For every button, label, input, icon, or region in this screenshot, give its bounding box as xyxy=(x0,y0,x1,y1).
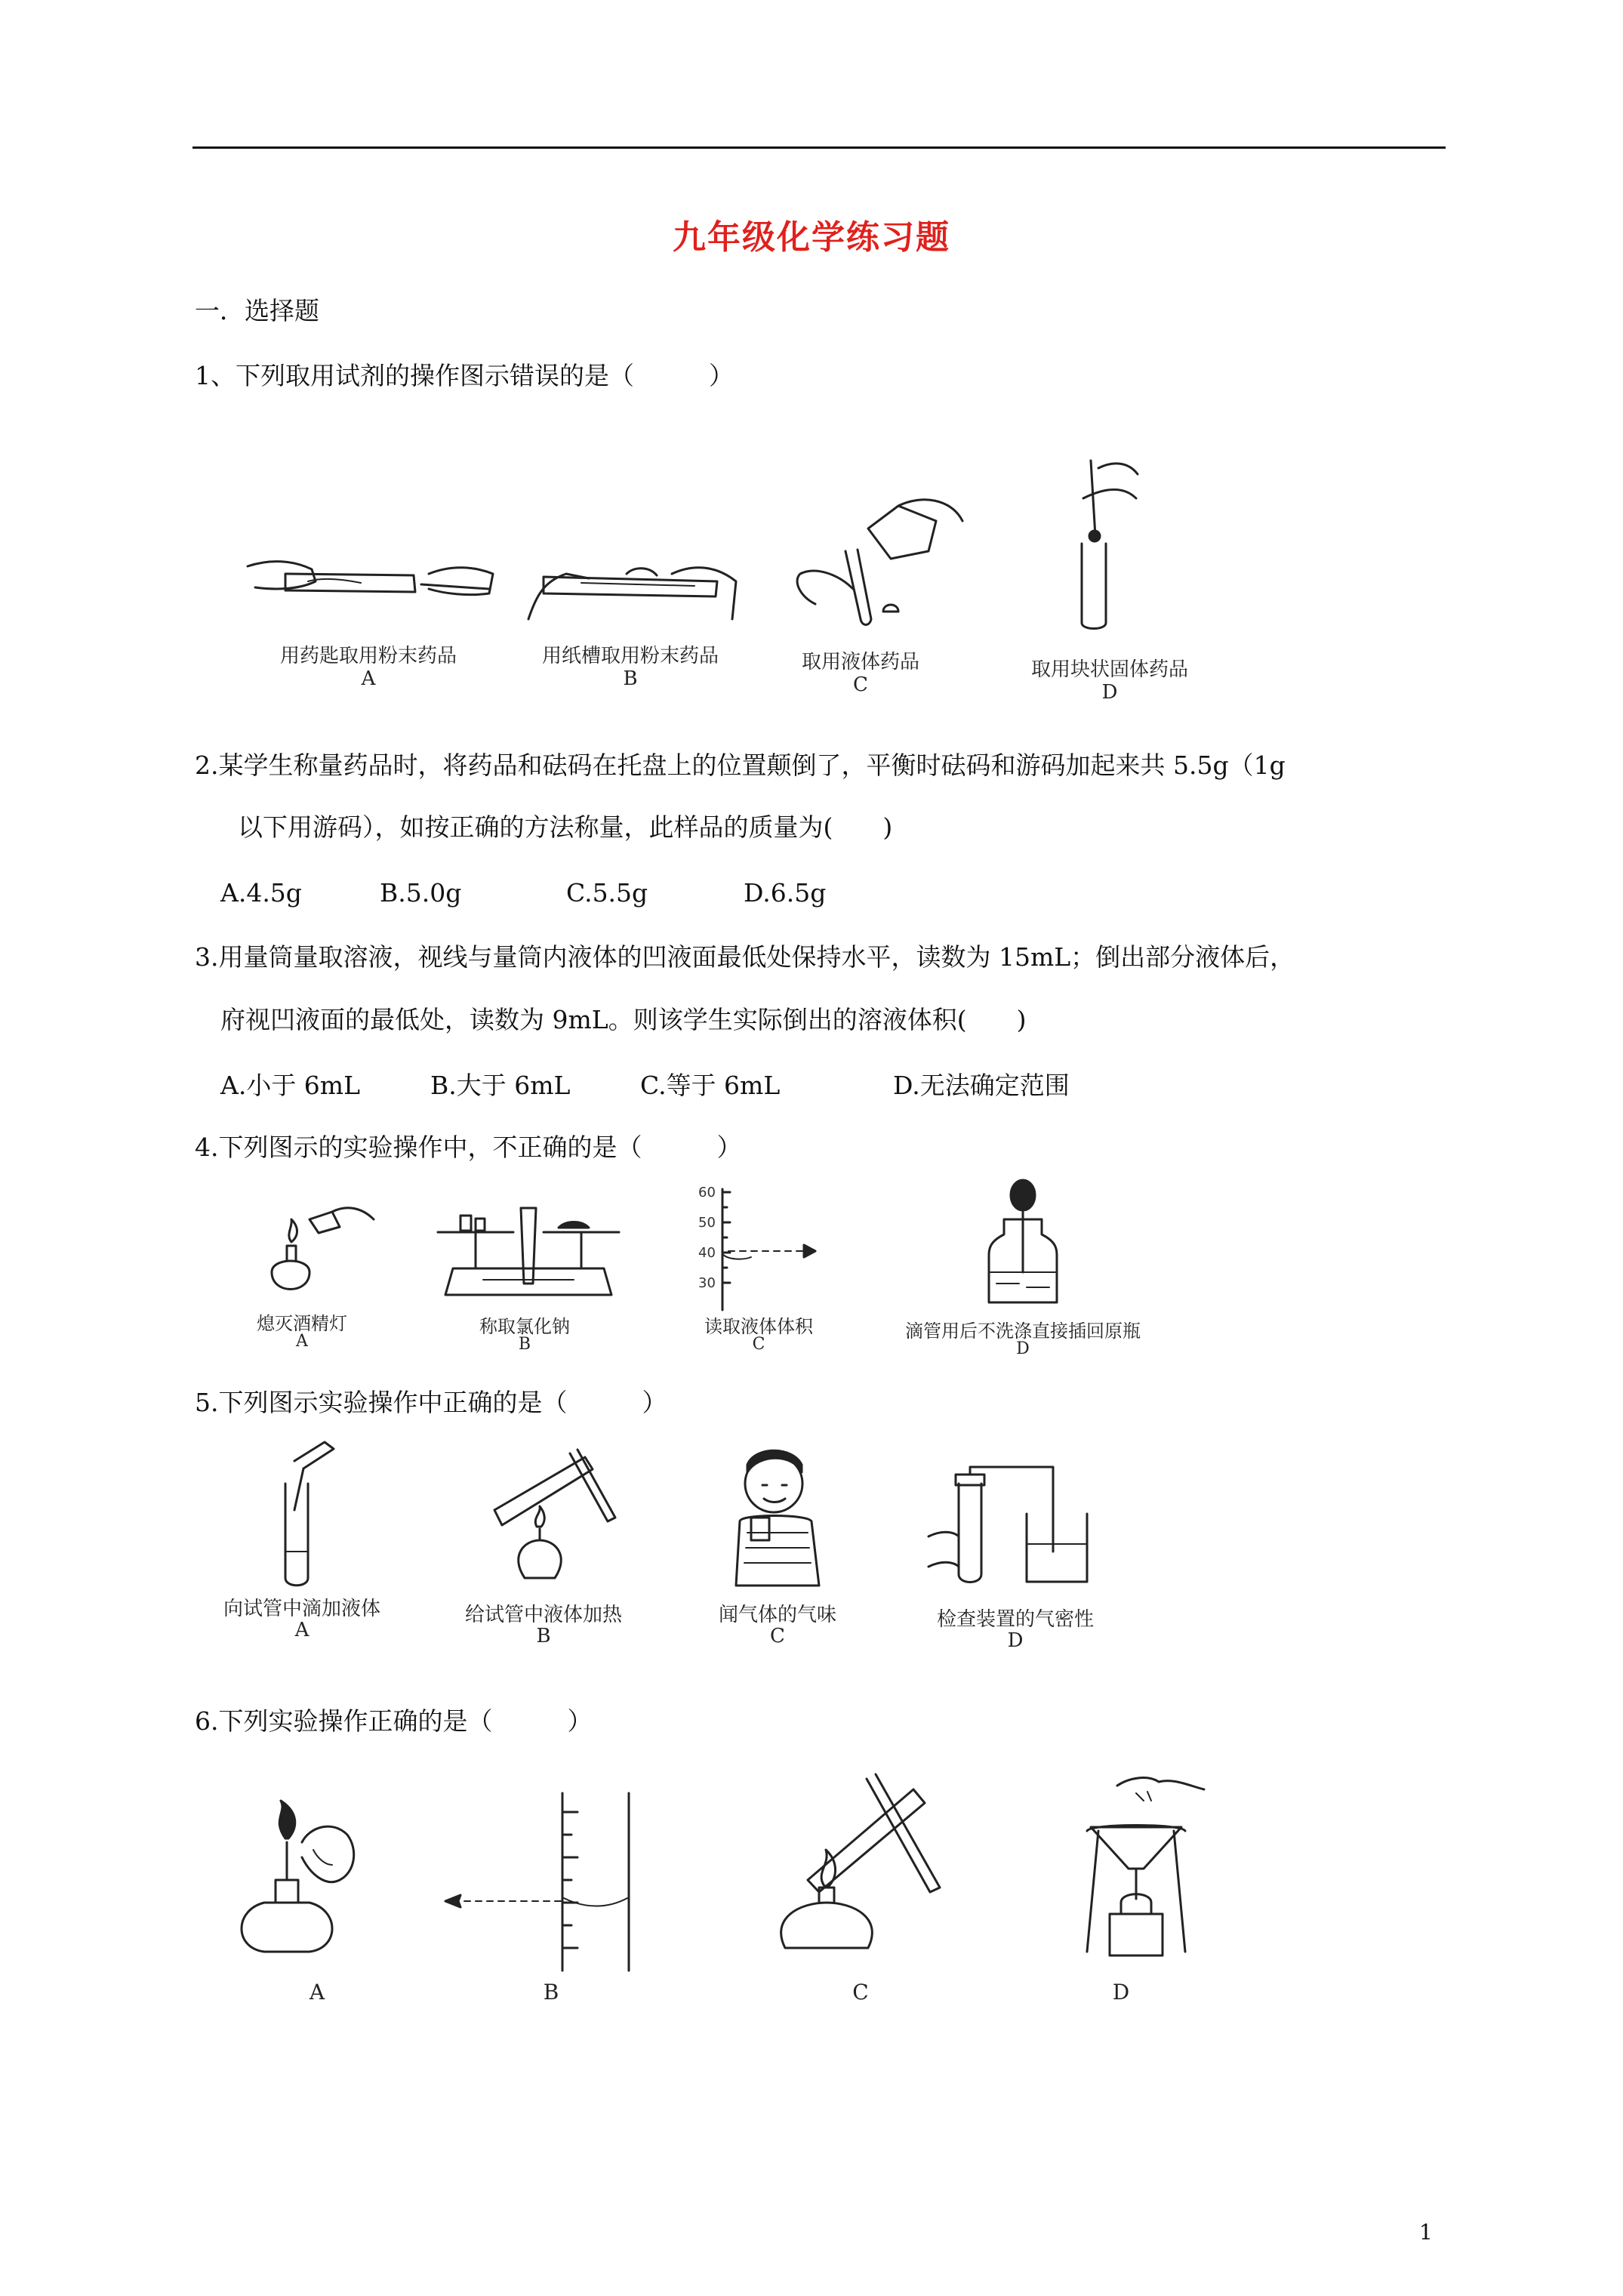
q4-tick-50: 50 xyxy=(698,1215,716,1231)
q3-option-c: C.等于 6mL xyxy=(640,1071,781,1100)
q5-figure-d xyxy=(921,1461,1110,1589)
q4-tick-40: 40 xyxy=(698,1245,716,1261)
header-rule xyxy=(192,146,1446,149)
q4-caption-b: 称取氯化钠 xyxy=(479,1316,570,1337)
q4-figure-a xyxy=(249,1189,377,1302)
q1-caption-d: 取用块状固体药品 xyxy=(1030,658,1188,681)
q1-letter-b: B xyxy=(623,667,638,690)
q1-letter-c: C xyxy=(853,673,868,696)
q4-letter-c: C xyxy=(752,1335,765,1354)
q1-letter-a: A xyxy=(361,667,376,690)
q4-letter-d: D xyxy=(1016,1339,1030,1358)
question-1-text: 1、下列取用试剂的操作图示错误的是（ ） xyxy=(195,361,734,390)
question-4-text: 4.下列图示的实验操作中，不正确的是（ ） xyxy=(195,1133,742,1162)
q5-caption-d: 检查装置的气密性 xyxy=(936,1608,1094,1631)
page-number: 1 xyxy=(1419,2220,1433,2245)
q4-tick-60: 60 xyxy=(698,1185,716,1200)
q2-option-c: C.5.5g xyxy=(566,878,648,908)
q4-caption-d: 滴管用后不洗涤直接插回原瓶 xyxy=(905,1321,1141,1342)
question-3-line-1: 3.用量筒量取溶液，视线与量筒内液体的凹液面最低处保持水平，读数为 15mL；倒出部分液体后， xyxy=(195,942,1295,972)
q3-option-a: A.小于 6mL xyxy=(220,1071,361,1100)
q1-figure-b xyxy=(521,544,740,634)
q4-letter-b: B xyxy=(518,1335,531,1354)
q1-figure-d xyxy=(1053,453,1144,634)
q5-letter-a: A xyxy=(294,1619,310,1641)
q4-figure-c xyxy=(676,1182,827,1318)
q5-figure-c xyxy=(717,1438,838,1589)
q6-letter-d: D xyxy=(1112,1980,1130,2005)
q4-figure-b xyxy=(430,1193,627,1306)
q2-option-b: B.5.0g xyxy=(380,878,462,908)
q1-figure-c xyxy=(785,491,966,642)
q6-letter-a: A xyxy=(309,1980,325,2005)
q1-caption-b: 用纸槽取用粉末药品 xyxy=(541,645,719,667)
q6-figure-b xyxy=(434,1789,638,1978)
q6-letter-b: B xyxy=(543,1980,559,2005)
q6-figure-c xyxy=(762,1759,966,1971)
page-title: 九年级化学练习题 xyxy=(673,218,950,257)
q5-figure-a xyxy=(264,1438,362,1589)
question-2-line-2: 以下用游码），如按正确的方法称量，此样品的质量为( ) xyxy=(238,812,893,842)
q3-option-b: B.大于 6mL xyxy=(430,1071,571,1100)
question-6-text: 6.下列实验操作正确的是（ ） xyxy=(195,1706,593,1736)
q6-figure-a xyxy=(226,1797,362,1963)
q5-caption-c: 闻气体的气味 xyxy=(718,1604,836,1626)
q4-figure-d xyxy=(974,1174,1072,1310)
q6-figure-d xyxy=(1076,1771,1212,1974)
q1-caption-c: 取用液体药品 xyxy=(801,651,919,673)
q4-caption-a: 熄灭酒精灯 xyxy=(257,1313,347,1334)
q1-caption-a: 用药匙取用粉末药品 xyxy=(279,645,457,667)
q5-caption-a: 向试管中滴加液体 xyxy=(223,1598,380,1620)
section-heading: 一．选择题 xyxy=(195,296,319,325)
question-3-line-2: 府视凹液面的最低处，读数为 9mL。则该学生实际倒出的溶液体积( ) xyxy=(220,1005,1027,1034)
q4-tick-30: 30 xyxy=(698,1275,716,1291)
q2-option-a: A.4.5g xyxy=(220,878,302,908)
q6-letter-c: C xyxy=(852,1980,869,2005)
question-5-text: 5.下列图示实验操作中正确的是（ ） xyxy=(195,1388,667,1417)
q3-option-d: D.无法确定范围 xyxy=(893,1071,1070,1100)
q5-caption-b: 给试管中液体加热 xyxy=(464,1604,622,1626)
q1-figure-a xyxy=(240,544,497,634)
q4-caption-c: 读取液体体积 xyxy=(704,1316,813,1337)
q4-letter-a: A xyxy=(296,1332,308,1351)
q5-letter-d: D xyxy=(1007,1629,1024,1652)
question-2-line-1: 2.某学生称量药品时，将药品和砝码在托盘上的位置颠倒了，平衡时砝码和游码加起来共 5.5g（1g xyxy=(195,750,1286,780)
q5-letter-b: B xyxy=(536,1625,551,1647)
q5-letter-c: C xyxy=(770,1625,785,1647)
q1-letter-d: D xyxy=(1101,681,1118,704)
q2-option-d: D.6.5g xyxy=(744,878,827,908)
q5-figure-b xyxy=(472,1442,623,1593)
